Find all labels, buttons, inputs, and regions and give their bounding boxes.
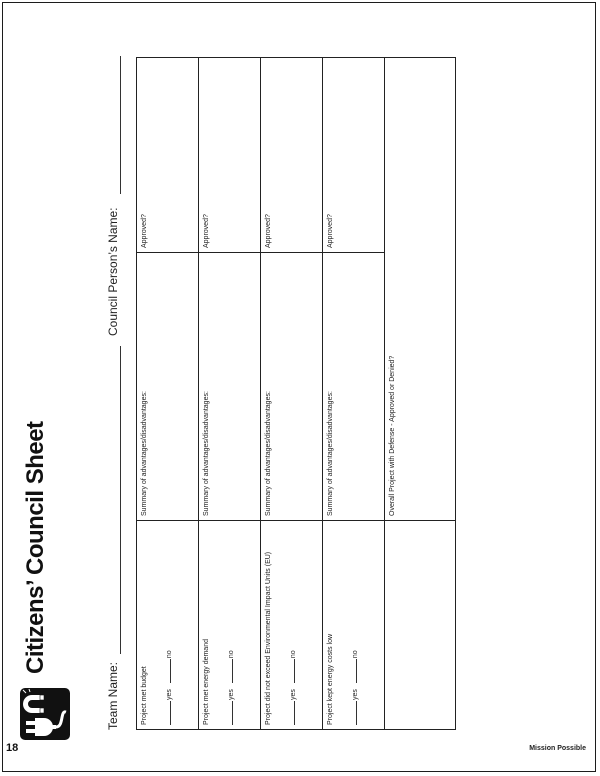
criterion-cell: [199, 520, 260, 729]
no-blank[interactable]: [225, 659, 233, 683]
criterion-text: Project did not exceed Environmental Impact Units (EU): [265, 551, 272, 725]
criterion-text: Project kept energy costs low: [327, 633, 334, 725]
no-label: no: [166, 650, 173, 659]
council-table: [136, 57, 456, 730]
team-name-line[interactable]: [120, 346, 121, 654]
no-label: no: [290, 650, 297, 659]
summary-label: Summary of advantages/disadvantages:: [327, 391, 334, 516]
no-blank[interactable]: [287, 659, 295, 683]
overall-decision-cell[interactable]: [385, 58, 455, 520]
approved-label: Approved?: [327, 214, 334, 248]
yes-label: yes: [290, 689, 297, 700]
summary-cell[interactable]: [323, 252, 384, 520]
summary-cell[interactable]: [137, 252, 198, 520]
no-blank[interactable]: [163, 659, 171, 683]
overall-blank-cell: [385, 520, 455, 729]
council-person-line[interactable]: [120, 56, 121, 194]
table-row: [261, 58, 323, 729]
no-label: no: [228, 650, 235, 659]
table-row: [199, 58, 261, 729]
approved-label: Approved?: [141, 214, 148, 248]
no-label: no: [352, 650, 359, 659]
yes-label: yes: [228, 689, 235, 700]
criterion-cell: [261, 520, 322, 729]
yes-blank[interactable]: [163, 701, 171, 725]
summary-cell[interactable]: [261, 252, 322, 520]
summary-label: Summary of advantages/disadvantages:: [203, 391, 210, 516]
table-row: [137, 58, 199, 729]
yes-label: yes: [166, 689, 173, 700]
yes-no-options: [225, 650, 235, 725]
approved-label: Approved?: [203, 214, 210, 248]
footer-label: Mission Possible: [529, 745, 586, 752]
page-number: 18: [6, 742, 19, 754]
yes-no-options: [349, 650, 359, 725]
council-person-label: Council Person’s Name:: [106, 207, 120, 336]
criterion-text: Project met energy demand: [203, 639, 210, 725]
overall-row: [385, 58, 455, 729]
summary-cell[interactable]: [199, 252, 260, 520]
summary-label: Summary of advantages/disadvantages:: [265, 391, 272, 516]
approved-cell[interactable]: [261, 58, 322, 252]
rotated-sheet-content: [20, 50, 476, 740]
sheet-title: Citizens’ Council Sheet: [22, 421, 49, 674]
yes-no-options: [163, 650, 173, 725]
criterion-cell: [137, 520, 198, 729]
no-blank[interactable]: [349, 659, 357, 683]
overall-label: Overall Project with Defense - Approved or Denied?: [389, 355, 396, 516]
magnet-and-plug-logo-icon: [20, 688, 70, 740]
yes-no-options: [287, 650, 297, 725]
approved-cell[interactable]: [323, 58, 384, 252]
table-row: [323, 58, 385, 729]
yes-blank[interactable]: [349, 701, 357, 725]
yes-blank[interactable]: [225, 701, 233, 725]
approved-cell[interactable]: [199, 58, 260, 252]
approved-label: Approved?: [265, 214, 272, 248]
criterion-text: Project met budget: [141, 666, 148, 725]
yes-label: yes: [352, 689, 359, 700]
summary-label: Summary of advantages/disadvantages:: [141, 391, 148, 516]
yes-blank[interactable]: [287, 701, 295, 725]
criterion-cell: [323, 520, 384, 729]
approved-cell[interactable]: [137, 58, 198, 252]
team-name-label: Team Name:: [106, 661, 120, 730]
